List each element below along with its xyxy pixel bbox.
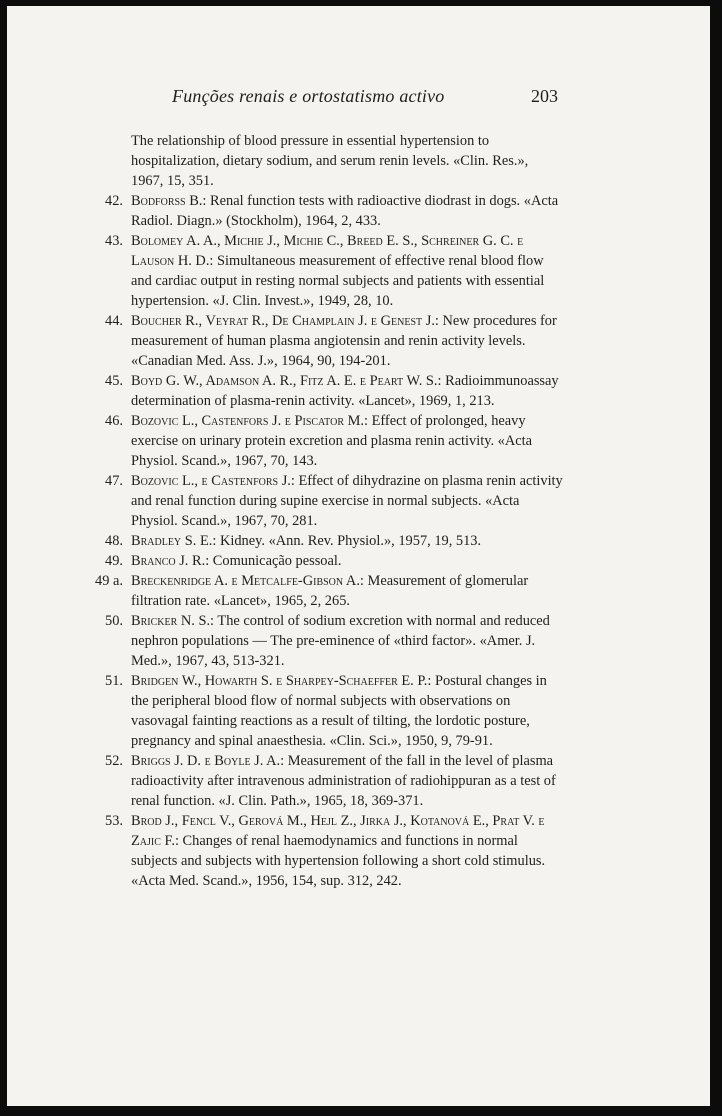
reference-item (83, 811, 563, 891)
reference-authors: Bricker N. S.: (131, 613, 215, 629)
reference-authors: Bozovic L., Castenfors J. e Piscator M.: (131, 413, 368, 429)
reference-authors: Boyd G. W., Adamson A. R., Fitz A. E. e Peart W. S.: (131, 373, 442, 389)
reference-authors: Brod J., Fencl V., Gerová M., Hejl Z., Jirka J., Kotanová E., Prat V. e Zajic F.: (131, 813, 545, 849)
reference-item (83, 231, 563, 311)
reference-item (83, 531, 563, 551)
reference-authors: Breckenridge A. e Metcalfe-Gibson A.: (131, 573, 364, 589)
reference-text: Kidney. «Ann. Rev. Physiol.», 1957, 19, 513. (216, 533, 482, 549)
reference-authors: Briggs J. D. e Boyle J. A.: (131, 753, 285, 769)
reference-number: 42. (105, 193, 123, 209)
reference-number: 48. (105, 533, 123, 549)
reference-text: Effect of dihydrazine on plasma renin activity and renal function during supine exercise in normal subjects. «Acta Physiol. Scand.», 1967, 70, 281. (131, 473, 563, 529)
reference-text: Changes of renal haemodynamics and functions in normal subjects and subjects with hypertension following a short cold stimulus. «Acta Med. Scand.», 1956, 154, sup. 312, 242. (131, 833, 546, 889)
reference-continuation (83, 131, 563, 191)
reference-number: 52. (105, 753, 123, 769)
book-page (7, 6, 710, 1106)
reference-item (83, 411, 563, 471)
reference-authors: Bradley S. E.: (131, 533, 217, 549)
reference-text: Renal function tests with radioactive diodrast in dogs. «Acta Radiol. Diagn.» (Stockholm), 1964, 2, 433. (131, 193, 559, 229)
reference-number: 46. (105, 413, 123, 429)
reference-number: 43. (105, 233, 123, 249)
reference-text: Effect of prolonged, heavy exercise on urinary protein excretion and plasma renin activity. «Acta Physiol. Scand.», 1967, 70, 143. (131, 413, 533, 469)
reference-number: 44. (105, 313, 123, 329)
page-number: 203 (531, 86, 558, 106)
reference-item (83, 571, 563, 611)
reference-authors: Bodforss B.: (131, 193, 207, 209)
reference-number: 51. (105, 673, 123, 689)
reference-item (83, 191, 563, 231)
reference-item (83, 551, 563, 571)
reference-item (83, 471, 563, 531)
reference-number: 47. (105, 473, 123, 489)
reference-authors: Branco J. R.: (131, 553, 210, 569)
page-header (7, 86, 710, 112)
reference-item (83, 371, 563, 411)
reference-authors: Boucher R., Veyrat R., De Champlain J. e Genest J.: (131, 313, 439, 329)
reference-authors: Bridgen W., Howarth S. e Sharpey-Schaeffer E. P.: (131, 673, 432, 689)
reference-authors: Bolomey A. A., Michie J., Michie C., Breed E. S., Schreiner G. C. e Lauson H. D.: (131, 233, 524, 269)
reference-text: Comunicação pessoal. (209, 553, 342, 569)
reference-text: New procedures for measurement of human plasma angiotensin and renin activity levels. «Canadian Med. Ass. J.», 1964, 90, 194-201. (131, 313, 557, 369)
reference-text: The control of sodium excretion with normal and reduced nephron populations — The pre-eminence of «third factor». «Amer. J. Med.», 1967, 43, 513-321. (131, 613, 550, 669)
reference-text: Radioimmunoassay determination of plasma-renin activity. «Lancet», 1969, 1, 213. (131, 373, 559, 409)
reference-number: 50. (105, 613, 123, 629)
reference-text: The relationship of blood pressure in essential hypertension to hospitalization, dietary sodium, and serum renin levels. «Clin. Res.», 1967, 15, 351. (131, 133, 529, 189)
reference-item (83, 311, 563, 371)
reference-item (83, 671, 563, 751)
reference-number: 49 a. (95, 573, 123, 589)
running-title: Funções renais e ortostatismo activo (172, 86, 445, 106)
reference-text: Simultaneous measurement of effective renal blood flow and cardiac output in resting normal subjects and patients with essential hypertension. «J. Clin. Invest.», 1949, 28, 10. (131, 253, 545, 309)
reference-list (83, 131, 563, 891)
reference-text: Measurement of the fall in the level of plasma radioactivity after intravenous administration of radiohippuran as a test of renal function. «J. Clin. Path.», 1965, 18, 369-371. (131, 753, 556, 809)
reference-text: Postural changes in the peripheral blood flow of normal subjects with observations on vasovagal fainting reactions as a result of tilting, the lordotic posture, pregnancy and spinal anaesthesia. «Clin. Sci.», 1950, 9, 79-91. (131, 673, 547, 749)
reference-item (83, 751, 563, 811)
reference-number: 45. (105, 373, 123, 389)
reference-authors: Bozovic L., e Castenfors J.: (131, 473, 295, 489)
reference-item (83, 611, 563, 671)
reference-number: 53. (105, 813, 123, 829)
reference-number: 49. (105, 553, 123, 569)
reference-text: Measurement of glomerular filtration rate. «Lancet», 1965, 2, 265. (131, 573, 529, 609)
